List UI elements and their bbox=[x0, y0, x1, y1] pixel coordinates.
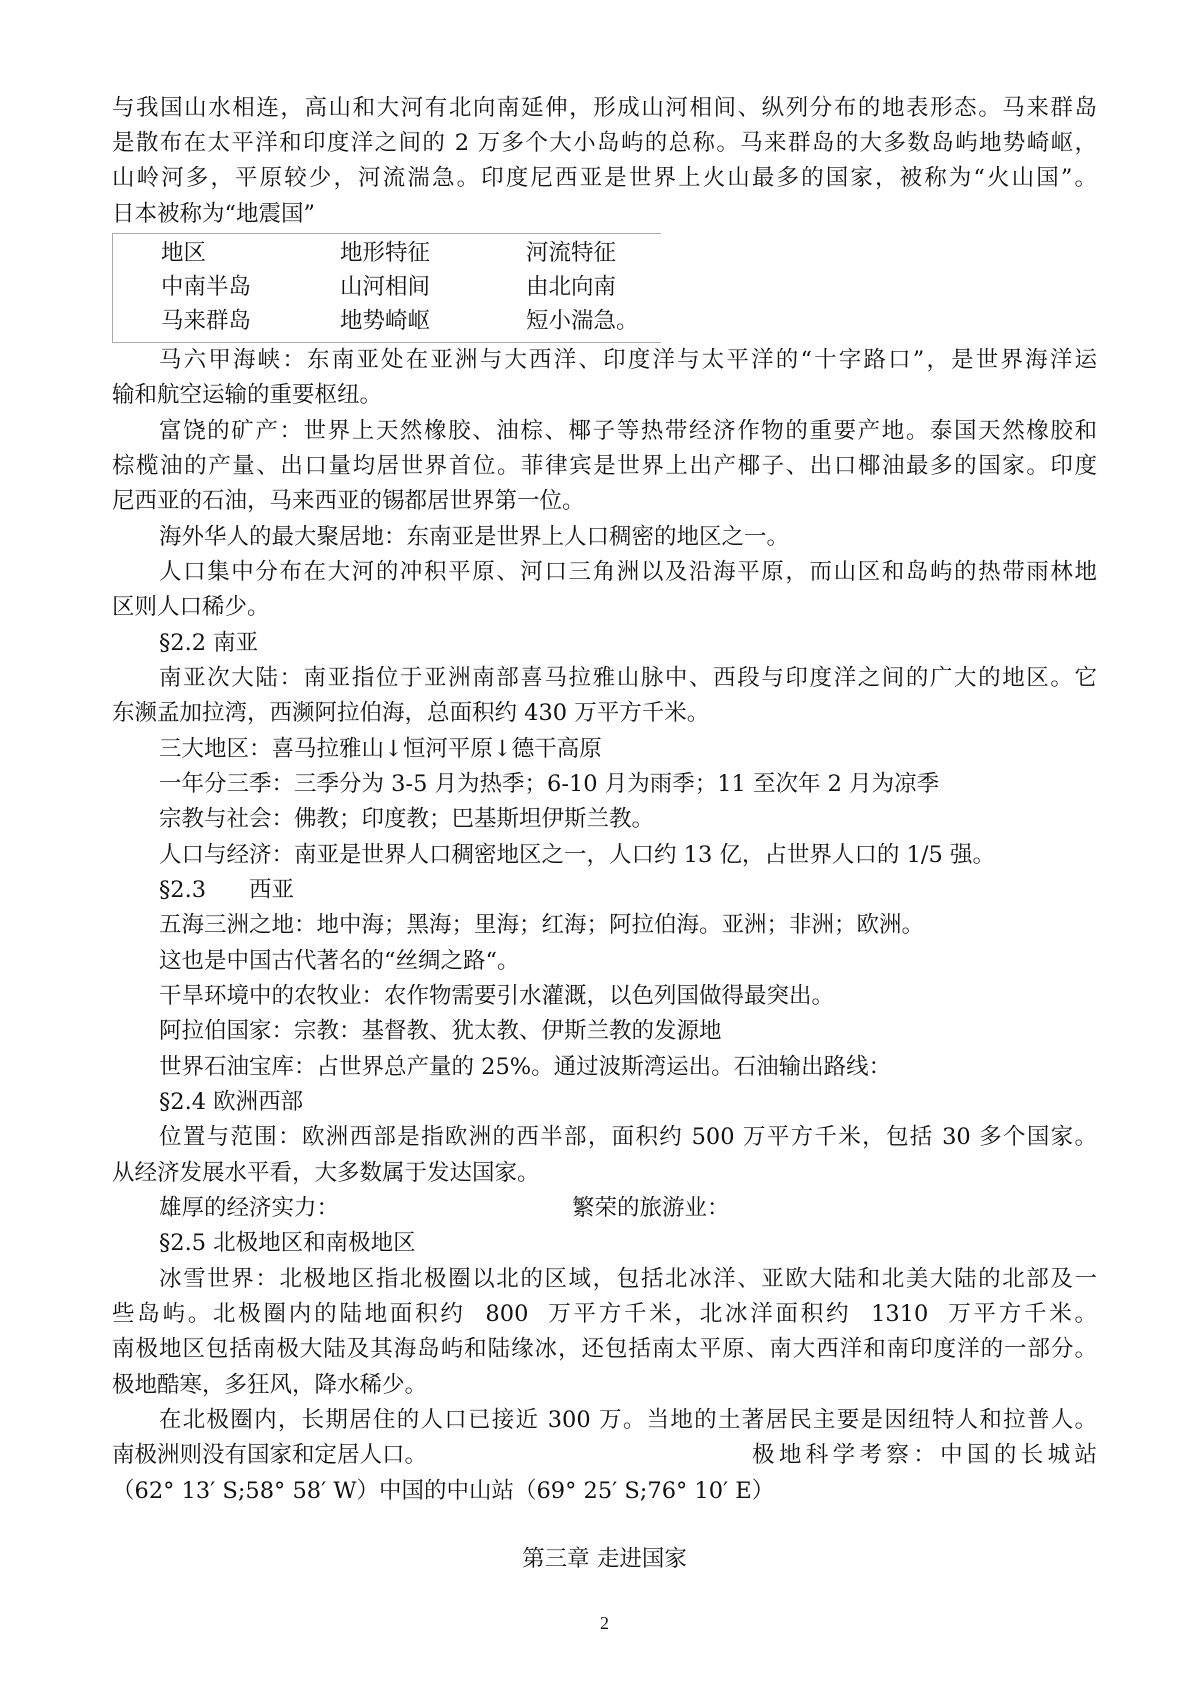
silk-road-line: 这也是中国古代著名的“丝绸之路“。 bbox=[159, 948, 520, 974]
tourism-label: 繁荣的旅游业： bbox=[572, 1195, 730, 1221]
table-cell: 山河相间 bbox=[340, 274, 431, 300]
economy-label: 雄厚的经济实力： bbox=[159, 1195, 340, 1221]
minerals-line-3: 尼西亚的石油，马来西亚的锡都居世界第一位。 bbox=[112, 488, 585, 514]
oil-treasury-line: 世界石油宝库：占世界总产量的 25%。通过波斯湾运出。石油输出路线： bbox=[159, 1054, 892, 1080]
terrain-table bbox=[112, 233, 661, 343]
location-line-1: 位置与范围：欧洲西部是指欧洲的西半部，面积约 500 万平方千米，包括 30 多个国家。 bbox=[159, 1124, 1097, 1150]
south-asia-subcontinent-line-1: 南亚次大陆：南亚指位于亚洲南部喜马拉雅山脉中、西段与印度洋之间的广大的地区。它 bbox=[159, 665, 1097, 691]
intro-line-3: 山岭河多，平原较少，河流湍急。印度尼西亚是世界上火山最多的国家，被称为“火山国”。 bbox=[112, 165, 1097, 191]
ice-world-line-4: 极地酷寒，多狂风，降水稀少。 bbox=[112, 1372, 428, 1398]
ice-world-line-1: 冰雪世界：北极地区指北极圈以北的区域，包括北冰洋、亚欧大陆和北美大陆的北部及一 bbox=[159, 1266, 1097, 1292]
malacca-line-1: 马六甲海峡：东南亚处在亚洲与大西洋、印度洋与太平洋的“十字路口”，是世界海洋运 bbox=[159, 347, 1097, 373]
location-line-2: 从经济发展水平看，大多数属于发达国家。 bbox=[112, 1160, 540, 1186]
arab-countries-line: 阿拉伯国家：宗教：基督教、犹太教、伊斯兰教的发源地 bbox=[159, 1018, 722, 1044]
ice-world-line-3: 南极地区包括南极大陆及其海岛屿和陆缘冰，还包括南太平原、南大西洋和南印度洋的一部分。 bbox=[112, 1336, 1097, 1362]
intro-line-2: 是散布在太平洋和印度洋之间的 2 万多个大小岛屿的总称。马来群岛的大多数岛屿地势崎岖， bbox=[112, 130, 1097, 156]
page-number: 2 bbox=[600, 1613, 609, 1633]
minerals-line-1: 富饶的矿产：世界上天然橡胶、油棕、椰子等热带经济作物的重要产地。泰国天然橡胶和 bbox=[159, 418, 1097, 444]
intro-line-1: 与我国山水相连，高山和大河有北向南延伸，形成山河相间、纵列分布的地表形态。马来群岛 bbox=[112, 95, 1097, 121]
seasons-line: 一年分三季：三季分为 3-5 月为热季；6-10 月为雨季；11 至次年 2 月为凉季 bbox=[159, 771, 940, 797]
table-cell: 地势崎岖 bbox=[340, 308, 431, 334]
table-cell: 中南半岛 bbox=[161, 274, 252, 300]
section-2-5-heading: §2.5 北极地区和南极地区 bbox=[159, 1230, 416, 1256]
south-asia-subcontinent-line-2: 东濒孟加拉湾，西濒阿拉伯海，总面积约 430 万平方千米。 bbox=[112, 700, 710, 726]
table-header-river: 河流特征 bbox=[526, 240, 617, 266]
table-header-region: 地区 bbox=[161, 240, 207, 266]
station-coordinates-line: （62° 13′ S;58° 58′ W）中国的中山站（69° 25′ S;76° 10′ E） bbox=[112, 1478, 775, 1504]
population-economy-line: 人口与经济：南亚是世界人口稠密地区之一，人口约 13 亿，占世界人口的 1/5 强。 bbox=[159, 842, 995, 868]
section-2-3-heading: §2.3 西亚 bbox=[159, 877, 294, 903]
ice-world-line-2: 些岛屿。北极圈内的陆地面积约 800 万平方千米，北冰洋面积约 1310 万平方千米。 bbox=[112, 1301, 1097, 1327]
malacca-line-2: 输和航空运输的重要枢纽。 bbox=[112, 382, 383, 408]
table-header-terrain: 地形特征 bbox=[340, 240, 431, 266]
polar-population-line-2a: 南极洲则没有国家和定居人口。 bbox=[112, 1442, 428, 1468]
population-line-2: 区则人口稀少。 bbox=[112, 594, 270, 620]
three-regions-line: 三大地区：喜马拉雅山↓恒河平原↓德干高原 bbox=[159, 736, 602, 762]
intro-line-4: 日本被称为“地震国” bbox=[112, 201, 316, 227]
table-cell: 由北向南 bbox=[526, 274, 617, 300]
overseas-chinese-line: 海外华人的最大聚居地：东南亚是世界上人口稠密的地区之一。 bbox=[159, 524, 790, 550]
section-2-4-heading: §2.4 欧洲西部 bbox=[159, 1089, 304, 1115]
five-seas-line: 五海三洲之地：地中海；黑海；里海；红海；阿拉伯海。亚洲；非洲；欧洲。 bbox=[159, 912, 925, 938]
minerals-line-2: 棕榄油的产量、出口量均居世界首位。菲律宾是世界上出产椰子、出口椰油最多的国家。印度 bbox=[112, 453, 1097, 479]
polar-population-line-1: 在北极圈内，长期居住的人口已接近 300 万。当地的土著居民主要是因纽特人和拉普人。 bbox=[159, 1407, 1097, 1433]
polar-research-line: 极地科学考察：中国的长城站 bbox=[752, 1442, 1097, 1468]
population-line-1: 人口集中分布在大河的冲积平原、河口三角洲以及沿海平原，而山区和岛屿的热带雨林地 bbox=[159, 559, 1097, 585]
farming-line: 干旱环境中的农牧业：农作物需要引水灌溉，以色列国做得最突出。 bbox=[159, 983, 835, 1009]
chapter-title: 第三章 走进国家 bbox=[522, 1546, 687, 1572]
table-cell: 马来群岛 bbox=[161, 308, 252, 334]
section-2-2-heading: §2.2 南亚 bbox=[159, 630, 259, 656]
religion-line: 宗教与社会：佛教；印度教；巴基斯坦伊斯兰教。 bbox=[159, 806, 655, 832]
table-cell: 短小湍急。 bbox=[526, 308, 639, 334]
